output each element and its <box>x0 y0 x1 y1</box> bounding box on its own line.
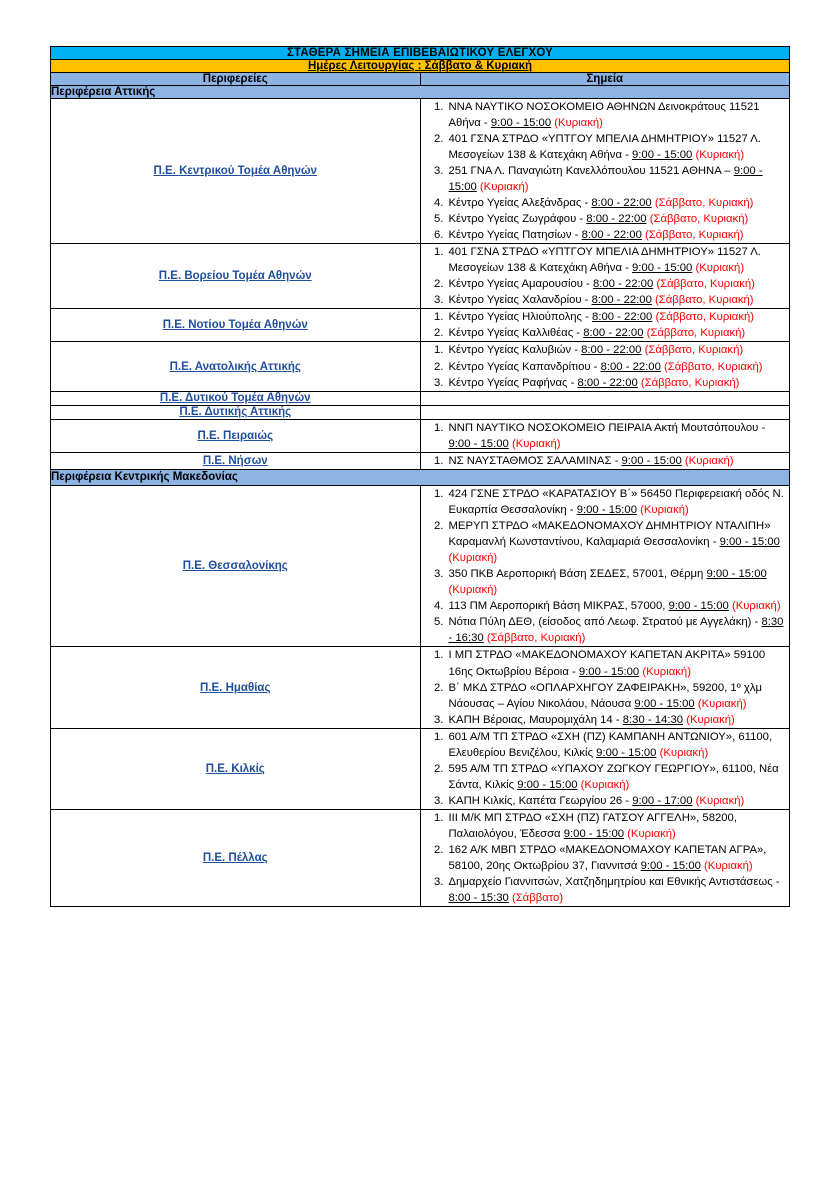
unit-points-pellas <box>420 809 790 906</box>
point-hours: 9:00 - 17:00 <box>632 794 693 807</box>
table-row <box>51 405 790 419</box>
point-note: (Κυριακή) <box>695 794 745 807</box>
list-item <box>447 99 790 131</box>
unit-name-dytikou-tomea-athinon <box>51 391 421 405</box>
point-hours: 8:00 - 22:00 <box>591 294 652 307</box>
point-text: 424 ΓΣΝΕ ΣΤΡΔΟ «ΚΑΡΑΤΑΣΙΟΥ Β΄» 56450 Περιφερειακή οδός Ν. Ευκαρπία Θεσσαλονίκη - <box>448 488 784 517</box>
list-item <box>447 325 790 341</box>
point-note: (Σάββατο, Κυριακή) <box>649 213 749 226</box>
list-item <box>447 810 790 842</box>
list-item <box>447 131 790 163</box>
point-hours: 8:00 - 22:00 <box>592 311 653 324</box>
unit-name-nison <box>51 452 421 469</box>
point-hours: 9:00 - 15:00 <box>668 600 729 613</box>
point-note: (Κυριακή) <box>686 713 735 726</box>
point-note: (Σάββατο, Κυριακή) <box>640 376 740 389</box>
unit-name-peiraios <box>51 419 421 452</box>
point-text: Κέντρο Υγείας Αλεξάνδρας - <box>448 197 592 210</box>
unit-points-anatolikis-attikis <box>420 342 790 391</box>
point-text: ΚΑΠΗ Κιλκίς, Καπέτα Γεωργίου 26 - <box>448 794 633 807</box>
point-hours: 9:00 - 15:00 <box>490 117 552 130</box>
region-title-kentriki-makedonia: Περιφέρεια Κεντρικής Μακεδονίας <box>51 469 790 486</box>
point-hours: 9:00 - 15:00 <box>719 536 780 549</box>
list-item <box>447 276 790 292</box>
list-item <box>447 342 790 358</box>
point-text: Κέντρο Υγείας Χαλανδρίου - <box>448 294 592 307</box>
point-text: 401 ΓΣΝΑ ΣΤΡΔΟ «ΥΠΤΓΟΥ ΜΠΕΛΙΑ ΔΗΜΗΤΡΙΟΥ» 11527 Λ. Μεσογείων 138 & Κατεχάκη Αθήνα - <box>448 133 761 162</box>
list-item <box>447 195 790 211</box>
list-item <box>447 292 790 308</box>
point-text: 601 Α/Μ ΤΠ ΣΤΡΔΟ «ΣΧΗ (ΠΖ) ΚΑΜΠΑΝΗ ΑΝΤΩΝΙΟΥ», 61100, Ελευθερίου Βενιζέλου, Κιλκίς <box>448 730 773 759</box>
table-row <box>51 728 790 809</box>
point-text: Κέντρο Υγείας Καλυβιών - <box>448 344 582 357</box>
point-text: ΝΝΑ ΝΑΥΤΙΚΟ ΝΟΣΟΚΟΜΕΙΟ ΑΘΗΝΩΝ Δεινοκράτους 11521 Αθήνα - <box>448 101 760 130</box>
table-row <box>51 342 790 391</box>
point-text: ΝΣ ΝΑΥΣΤΑΘΜΟΣ ΣΑΛΑΜΙΝΑΣ - <box>448 454 622 467</box>
point-hours: 8:00 - 22:00 <box>600 360 661 373</box>
table-title-row <box>51 47 790 60</box>
point-hours: 8:00 - 22:00 <box>581 229 642 242</box>
unit-name-kentrikou-tomea-athinon <box>51 99 421 244</box>
unit-label: Π.Ε. Βορείου Τομέα Αθηνών <box>158 270 312 283</box>
point-note: (Κυριακή) <box>640 504 689 517</box>
point-hours: 8:00 - 22:00 <box>583 327 644 340</box>
point-note: (Κυριακή) <box>627 827 676 840</box>
list-item <box>447 163 790 195</box>
list-item <box>447 375 790 391</box>
unit-points-peiraios <box>420 419 790 452</box>
point-hours: 8:30 - 14:30 <box>622 713 684 726</box>
point-text: Κέντρο Υγείας Ηλιούπολης - <box>448 311 593 324</box>
list-item <box>447 842 790 874</box>
unit-points-voreiou-tomea-athinon <box>420 244 790 309</box>
unit-name-anatolikis-attikis <box>51 342 421 391</box>
point-note: (Σάββατο, Κυριακή) <box>656 278 755 291</box>
point-text: Κέντρο Υγείας Καπανδρίτιου - <box>448 360 601 373</box>
point-note: (Κυριακή) <box>731 600 781 613</box>
point-note: (Σάββατο, Κυριακή) <box>486 632 586 645</box>
point-text: ΜΕΡΥΠ ΣΤΡΔΟ «ΜΑΚΕΔΟΝΟΜΑΧΟΥ ΔΗΜΗΤΡΙΟΥ ΝΤΑΛΙΠΗ» Καραμανλή Κωνσταντίνου, Καλαμαριά Θεσσαλονίκη - <box>448 520 771 549</box>
table-row <box>51 486 790 647</box>
checkpoints-table <box>50 46 790 907</box>
point-text: ΚΑΠΗ Βέροιας, Μαυρομιχάλη 14 - <box>448 713 623 726</box>
point-text: ΙΙΙ Μ/Κ ΜΠ ΣΤΡΔΟ «ΣΧΗ (ΠΖ) ΓΑΤΣΟΥ ΑΓΓΕΛΗ», 58200, Παλαιολόγου, Έδεσσα <box>448 811 737 840</box>
list-item <box>447 712 790 728</box>
column-header-regions: Περιφερείες <box>51 73 421 86</box>
point-hours: 9:00 - 15:00 <box>517 778 578 791</box>
unit-points-imathias <box>420 647 790 728</box>
point-hours: 9:00 - 15:00 <box>596 746 657 759</box>
list-item <box>447 614 790 646</box>
point-note: (Κυριακή) <box>697 697 747 710</box>
point-note: (Σάββατο, Κυριακή) <box>655 311 755 324</box>
unit-label: Π.Ε. Ανατολικής Αττικής <box>169 360 301 373</box>
list-item <box>447 420 790 452</box>
list-item <box>447 729 790 761</box>
list-item <box>447 598 790 614</box>
document-title: ΣΤΑΘΕΡΑ ΣΗΜΕΙΑ ΕΠΙΒΕΒΑΙΩΤΙΚΟΥ ΕΛΕΓΧΟΥ <box>51 47 790 60</box>
region-header-row <box>51 469 790 486</box>
point-hours: 9:00 - 15:00 <box>563 827 625 840</box>
table-row <box>51 244 790 309</box>
table-row <box>51 647 790 728</box>
point-text: Δημαρχείο Γιαννιτσών, Χατζηδημητρίου και Εθνικής Αντιστάσεως - <box>448 875 780 888</box>
unit-points-kentrikou-tomea-athinon <box>420 99 790 244</box>
unit-points-dytikis-attikis <box>420 405 790 419</box>
point-note: (Κυριακή) <box>448 584 498 597</box>
point-text: 401 ΓΣΝΑ ΣΤΡΔΟ «ΥΠΤΓΟΥ ΜΠΕΛΙΑ ΔΗΜΗΤΡΙΟΥ» 11527 Λ. Μεσογείων 138 & Κατεχάκη Αθήνα - <box>448 246 761 275</box>
point-text: 595 Α/Μ ΤΠ ΣΤΡΔΟ «ΥΠΑΧΟΥ ΖΩΓΚΟΥ ΓΕΩΡΓΙΟΥ», 61100, Νέα Σάντα, Κιλκίς <box>448 762 779 791</box>
point-note: (Κυριακή) <box>580 778 630 791</box>
unit-name-dytikis-attikis <box>51 405 421 419</box>
list-item <box>447 244 790 276</box>
table-row <box>51 452 790 469</box>
unit-name-imathias <box>51 647 421 728</box>
unit-label: Π.Ε. Δυτικής Αττικής <box>179 406 292 419</box>
point-hours: 8:00 - 22:00 <box>581 344 642 357</box>
point-hours: 9:00 - 15:00 <box>621 454 682 467</box>
table-row <box>51 809 790 906</box>
point-text: Κέντρο Υγείας Ζωγράφου - <box>448 213 587 226</box>
point-text: Νότια Πύλη ΔΕΘ, (είσοδος από Λεωφ. Στρατού με Αγγελάκη) - <box>448 616 762 629</box>
point-hours: 8:00 - 22:00 <box>591 197 652 210</box>
point-note: (Κυριακή) <box>695 262 745 275</box>
list-item <box>447 761 790 793</box>
list-item <box>447 453 790 469</box>
unit-name-thessalonikis <box>51 486 421 647</box>
list-item <box>447 874 790 906</box>
unit-points-dytikou-tomea-athinon <box>420 391 790 405</box>
point-hours: 8:00 - 22:00 <box>592 278 654 291</box>
list-item <box>447 566 790 598</box>
region-title-attiki: Περιφέρεια Αττικής <box>51 86 790 99</box>
unit-label: Π.Ε. Νήσων <box>202 454 268 467</box>
unit-points-thessalonikis <box>420 486 790 647</box>
point-note: (Σάββατο, Κυριακή) <box>654 197 754 210</box>
point-text: ΝΝΠ ΝΑΥΤΙΚΟ ΝΟΣΟΚΟΜΕΙΟ ΠΕΙΡΑΙΑ Ακτή Μουτσόπουλου - <box>448 421 766 434</box>
table-days-row <box>51 60 790 73</box>
table-column-headers <box>51 73 790 86</box>
unit-name-kilkis <box>51 728 421 809</box>
list-item <box>447 359 790 375</box>
table-row <box>51 309 790 342</box>
point-hours: 8:00 - 22:00 <box>586 213 647 226</box>
unit-label: Π.Ε. Νοτίου Τομέα Αθηνών <box>162 319 308 332</box>
list-item <box>447 793 790 809</box>
unit-name-voreiou-tomea-athinon <box>51 244 421 309</box>
unit-points-kilkis <box>420 728 790 809</box>
unit-name-notiou-tomea-athinon <box>51 309 421 342</box>
unit-label: Π.Ε. Ημαθίας <box>200 681 271 694</box>
point-text: Ι ΜΠ ΣΤΡΔΟ «ΜΑΚΕΔΟΝΟΜΑΧΟΥ ΚΑΠΕΤΑΝ ΑΚΡΙΤΑ» 59100 16ης Οκτωβρίου Βέροια - <box>448 649 766 678</box>
point-hours: 9:00 - 15:00 <box>448 437 509 450</box>
list-item <box>447 211 790 227</box>
point-hours: 9:00 - 15:00 <box>576 504 637 517</box>
point-note: (Σάββατο, Κυριακή) <box>664 360 763 373</box>
table-row <box>51 99 790 244</box>
point-note: (Σάββατο, Κυριακή) <box>646 327 746 340</box>
unit-points-nison <box>420 452 790 469</box>
point-hours: 9:00 - 15:00 <box>632 262 693 275</box>
list-item <box>447 309 790 325</box>
point-note: (Σάββατο, Κυριακή) <box>645 229 744 242</box>
point-hours: 8:30 - 16:30 <box>448 616 784 645</box>
point-note: (Κυριακή) <box>448 552 498 565</box>
point-note: (Σάββατο, Κυριακή) <box>644 344 744 357</box>
unit-name-pellas <box>51 809 421 906</box>
point-note: (Κυριακή) <box>659 746 709 759</box>
point-hours: 9:00 - 15:00 <box>632 149 693 162</box>
unit-label: Π.Ε. Θεσσαλονίκης <box>182 560 288 573</box>
point-note: (Κυριακή) <box>479 181 529 194</box>
point-text: Κέντρο Υγείας Πατησίων - <box>448 229 582 242</box>
unit-points-notiou-tomea-athinon <box>420 309 790 342</box>
point-text: 251 ΓΝΑ Λ. Παναγιώτη Κανελλόπουλου 11521 ΑΘΗΝΑ – <box>448 165 734 178</box>
point-hours: 8:00 - 22:00 <box>577 376 638 389</box>
region-header-row <box>51 86 790 99</box>
point-note: (Κυριακή) <box>704 859 753 872</box>
point-hours: 9:00 - 15:00 <box>578 665 640 678</box>
point-text: 113 ΠΜ Αεροπορική Βάση ΜΙΚΡΑΣ, 57000, <box>448 600 669 613</box>
operating-days-text: Ημέρες Λειτουργίας : Σάββατο & Κυριακή <box>307 60 533 72</box>
point-text: Κέντρο Υγείας Ραφήνας - <box>448 376 578 389</box>
unit-label: Π.Ε. Κεντρικού Τομέα Αθηνών <box>153 165 317 178</box>
unit-label: Π.Ε. Πέλλας <box>202 851 268 864</box>
list-item <box>447 647 790 679</box>
point-note: (Κυριακή) <box>511 437 561 450</box>
point-text: 162 Α/Κ ΜΒΠ ΣΤΡΔΟ «ΜΑΚΕΔΟΝΟΜΑΧΟΥ ΚΑΠΕΤΑΝ ΑΓΡΑ», 58100, 20ης Οκτωβρίου 37, Γιαννιτσά <box>448 843 767 872</box>
point-note: (Σάββατο, Κυριακή) <box>655 294 754 307</box>
unit-label: Π.Ε. Κιλκίς <box>205 762 265 775</box>
unit-label: Π.Ε. Δυτικού Τομέα Αθηνών <box>159 392 311 405</box>
point-hours: 9:00 - 15:00 <box>448 165 763 194</box>
point-note: (Κυριακή) <box>642 665 691 678</box>
column-header-points: Σημεία <box>420 73 790 86</box>
table-row <box>51 419 790 452</box>
operating-days <box>51 60 790 73</box>
list-item <box>447 486 790 518</box>
list-item <box>447 518 790 566</box>
point-note: (Κυριακή) <box>554 117 603 130</box>
point-hours: 9:00 - 15:00 <box>640 859 701 872</box>
table-row <box>51 391 790 405</box>
point-hours: 9:00 - 15:00 <box>634 697 695 710</box>
point-text: Κέντρο Υγείας Αμαρουσίου - <box>448 278 593 291</box>
point-text: Κέντρο Υγείας Καλλιθέας - <box>448 327 584 340</box>
point-note: (Σάββατο) <box>511 891 564 904</box>
point-note: (Κυριακή) <box>684 454 734 467</box>
unit-label: Π.Ε. Πειραιώς <box>197 429 274 442</box>
point-note: (Κυριακή) <box>695 149 745 162</box>
point-text: 350 ΠΚΒ Αεροπορική Βάση ΣΕΔΕΣ, 57001, Θέρμη <box>448 568 707 581</box>
point-hours: 8:00 - 15:30 <box>448 891 509 904</box>
point-hours: 9:00 - 15:00 <box>706 568 767 581</box>
list-item <box>447 227 790 243</box>
list-item <box>447 680 790 712</box>
point-text: Β΄ ΜΚΔ ΣΤΡΔΟ «ΟΠΛΑΡΧΗΓΟΥ ΖΑΦΕΙΡΑΚΗ», 59200, 1º χλμ Νάουσας – Αγίου Νικολάου, Νάουσα <box>448 681 763 710</box>
